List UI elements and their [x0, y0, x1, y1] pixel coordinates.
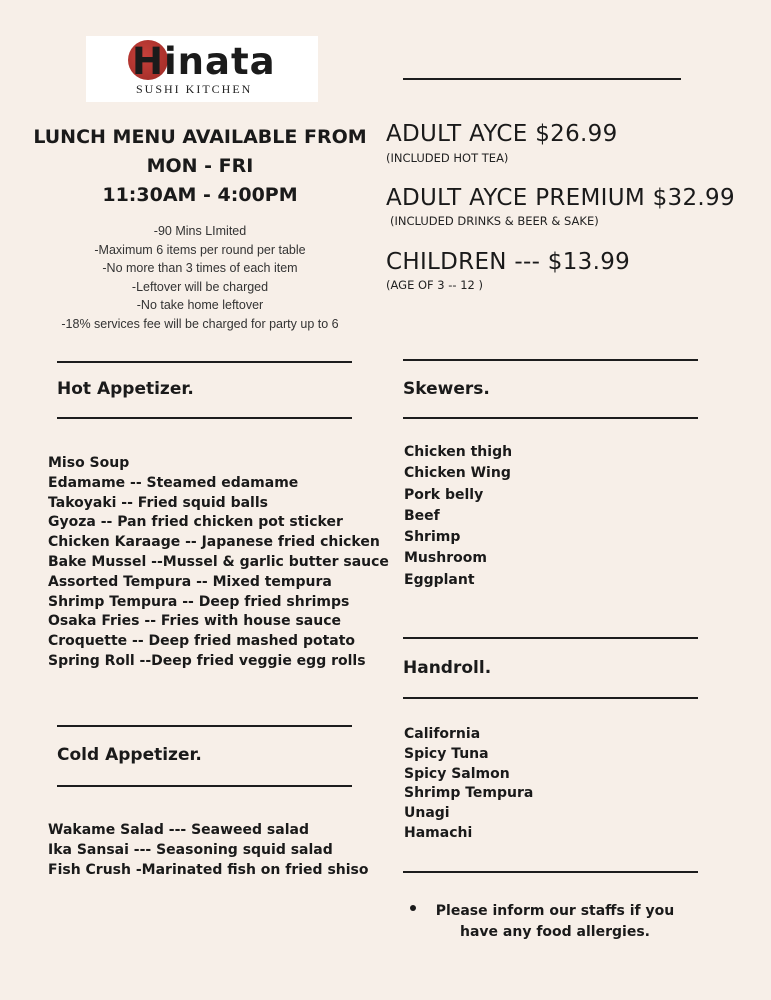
adult-premium-price: ADULT AYCE PREMIUM $32.99 [386, 185, 735, 211]
list-item: Edamame -- Steamed edamame [48, 474, 299, 491]
list-item: Wakame Salad --- Seaweed salad [48, 822, 309, 838]
handroll-list [404, 725, 533, 844]
list-item: Chicken Wing [404, 465, 511, 482]
rule-item: -18% services fee will be charged for party up to 6 [61, 316, 339, 331]
divider [57, 725, 352, 727]
adult-ayce-note: (INCLUDED HOT TEA) [386, 151, 509, 165]
divider [403, 871, 698, 873]
list-item: Spicy Salmon [404, 765, 510, 782]
list-item: Gyoza -- Pan fried chicken pot sticker [48, 514, 343, 531]
list-item: Fish Crush -Marinated fish on fried shiso [48, 861, 369, 878]
list-item: Bake Mussel --Mussel & garlic butter sauce [48, 553, 389, 570]
divider [403, 697, 698, 699]
list-item: Spicy Tuna [404, 745, 489, 762]
skewers-list [404, 442, 512, 591]
list-item: Spring Roll --Deep fried veggie egg rolls [48, 652, 366, 669]
divider [403, 359, 698, 361]
list-item: Shrimp Tempura -- Deep fried shrimps [48, 593, 350, 610]
list-item: Eggplant [404, 571, 475, 588]
bullet-icon [410, 905, 416, 911]
children-price: CHILDREN --- $13.99 [386, 249, 631, 275]
adult-ayce-price: ADULT AYCE $26.99 [386, 121, 618, 147]
rules-list [30, 222, 370, 334]
logo [86, 36, 318, 102]
divider [57, 361, 352, 363]
list-item: Mushroom [404, 550, 487, 567]
list-item: Croquette -- Deep fried mashed potato [48, 633, 356, 650]
logo-subtitle: SUSHI KITCHEN [136, 82, 253, 96]
rule-item: -Maximum 6 items per round per table [94, 242, 306, 257]
rule-item: -No take home leftover [136, 298, 264, 313]
list-item: Chicken thigh [404, 444, 513, 460]
hot-appetizer-list [48, 454, 389, 672]
rule-item: -No more than 3 times of each item [102, 261, 298, 276]
list-item: Osaka Fries -- Fries with house sauce [48, 613, 342, 630]
list-item: Takoyaki -- Fried squid balls [48, 494, 268, 511]
divider [57, 417, 352, 419]
logo-name: Hinata [132, 40, 276, 83]
divider [403, 637, 698, 639]
divider [403, 417, 698, 419]
divider [403, 78, 681, 80]
allergy-note [430, 901, 680, 943]
list-item: Shrimp Tempura [404, 785, 534, 802]
rule-item: -90 Mins LImited [153, 224, 247, 238]
list-item: Unagi [404, 805, 450, 822]
list-item: California [404, 726, 481, 742]
allergy-note-line2: have any food allergies. [460, 924, 650, 940]
lunch-heading-line1: LUNCH MENU AVAILABLE FROM [33, 126, 367, 148]
adult-premium-note: (INCLUDED DRINKS & BEER & SAKE) [390, 214, 599, 228]
hot-appetizer-title: Hot Appetizer. [57, 379, 194, 399]
skewers-title: Skewers. [403, 379, 490, 399]
cold-appetizer-title: Cold Appetizer. [57, 745, 202, 765]
divider [57, 785, 352, 787]
list-item: Pork belly [404, 486, 484, 503]
rule-item: -Leftover will be charged [131, 279, 269, 294]
list-item: Hamachi [404, 824, 473, 841]
handroll-title: Handroll. [403, 658, 492, 678]
list-item: Chicken Karaage -- Japanese fried chicken [48, 534, 380, 551]
list-item: Shrimp [404, 529, 461, 546]
list-item: Ika Sansai --- Seasoning squid salad [48, 841, 333, 858]
lunch-heading-line3: 11:30AM - 4:00PM [102, 184, 298, 206]
list-item: Miso Soup [48, 455, 130, 471]
list-item: Beef [404, 507, 440, 524]
cold-appetizer-list [48, 821, 369, 880]
lunch-heading-line2: MON - FRI [146, 155, 254, 177]
children-note: (AGE OF 3 -- 12 ) [386, 278, 484, 292]
list-item: Assorted Tempura -- Mixed tempura [48, 573, 332, 590]
allergy-note-line1: Please inform our staffs if you [435, 903, 675, 919]
